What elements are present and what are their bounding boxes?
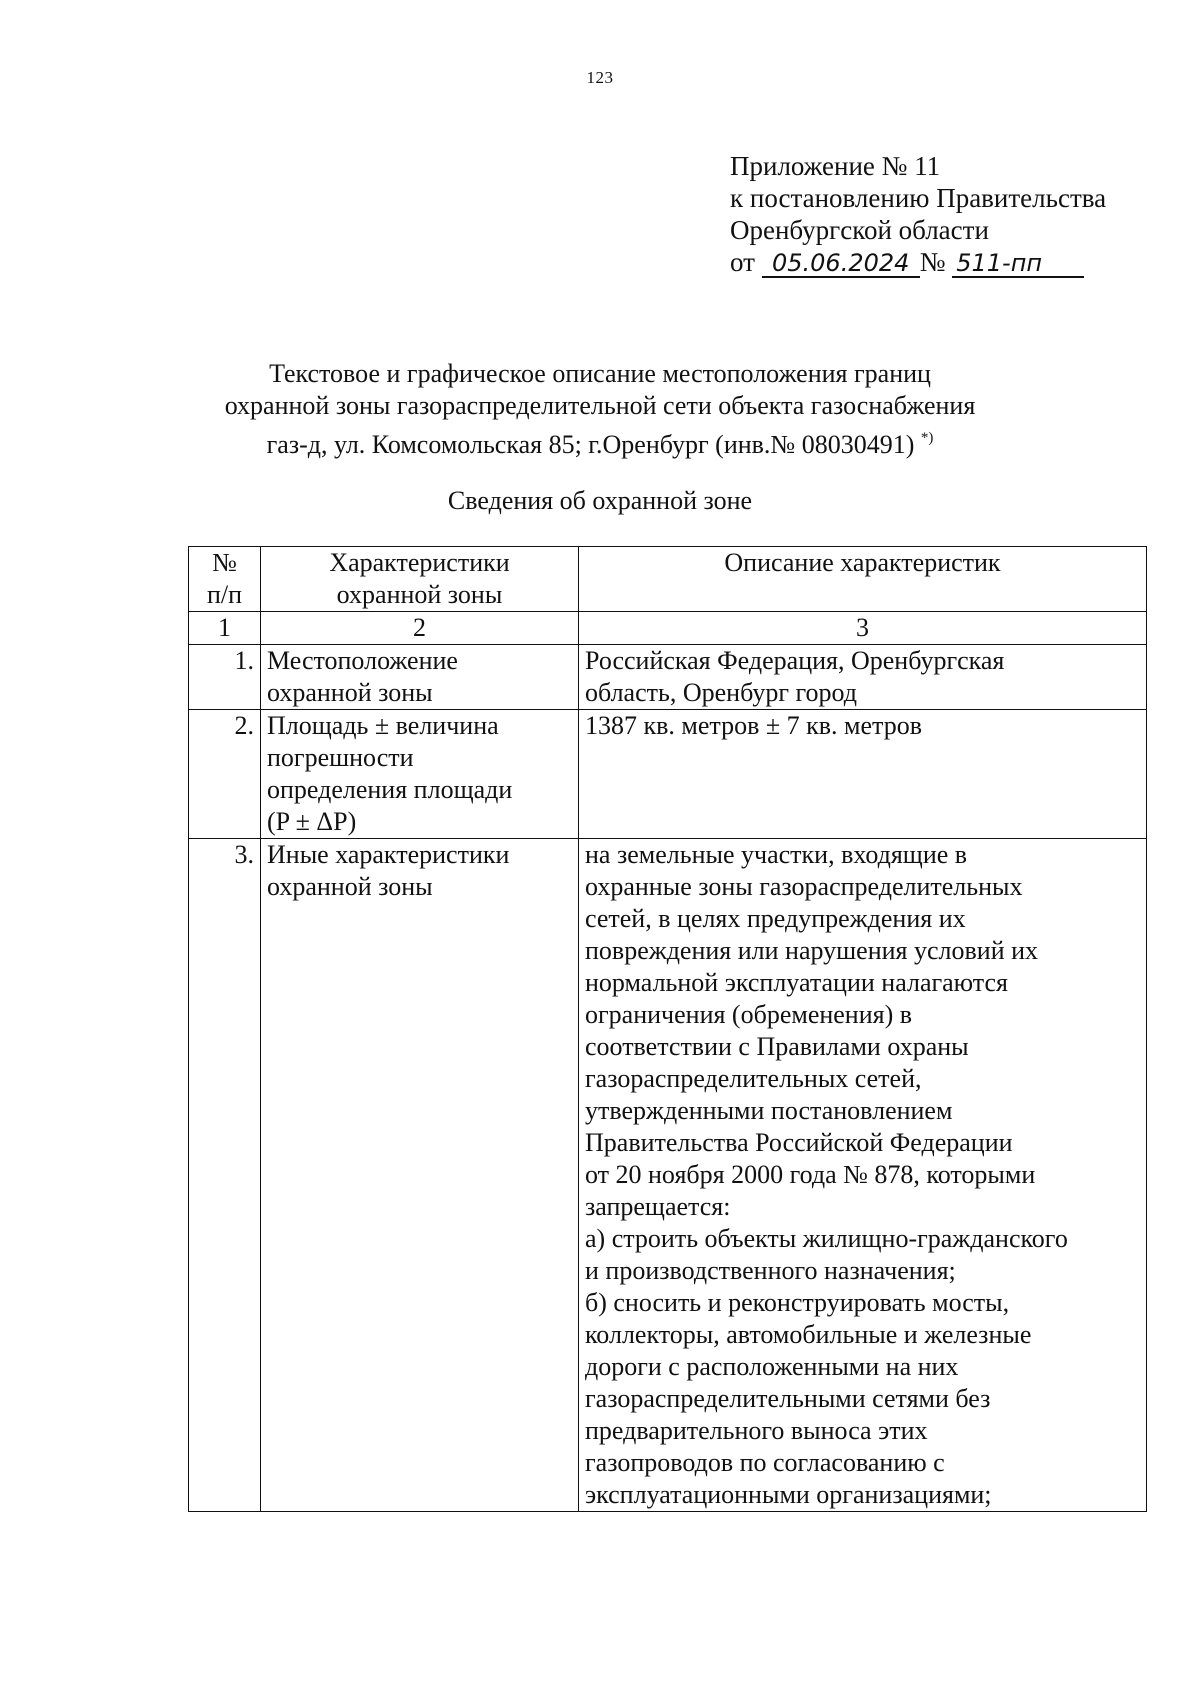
table-row — [189, 645, 1147, 710]
number-sign: № — [919, 247, 946, 277]
row-description: Российская Федерация, Оренбургская область, Оренбург город — [579, 645, 1147, 710]
table-header-row — [189, 547, 1147, 612]
handwritten-date: 05.06.2024 — [762, 250, 920, 278]
row-name: Площадь ± величина погрешности определения площади (P ± ΔP) — [261, 710, 579, 839]
document-title — [0, 358, 1200, 461]
header-characteristics: Характеристики охранной зоны — [261, 547, 579, 612]
column-number-1: 1 — [189, 612, 261, 645]
section-subtitle: Сведения об охранной зоне — [447, 486, 753, 515]
row-description: 1387 кв. метров ± 7 кв. метров — [579, 710, 1147, 839]
title-line-2: охранной зоны газораспределительной сети объекта газоснабжения — [224, 391, 976, 420]
appendix-title: Приложение № 11 — [730, 151, 941, 181]
appendix-header — [730, 150, 1106, 278]
zone-info-table — [188, 546, 1147, 1512]
column-number-3: 3 — [579, 612, 1147, 645]
column-number-row — [189, 612, 1147, 645]
title-line-1: Текстовое и графическое описание местоположения границ — [269, 359, 931, 388]
header-num: № п/п — [189, 547, 261, 612]
appendix-resolution-ref: к постановлению Правительства — [730, 183, 1107, 213]
column-number-2: 2 — [261, 612, 579, 645]
row-name: Иные характеристики охранной зоны — [261, 839, 579, 1512]
row-name: Местоположение охранной зоны — [261, 645, 579, 710]
row-description: на земельные участки, входящие в охранные зоны газораспределительных сетей, в целях предупреждения их повреждения или нарушения условий их нормальной эксплуатации налагаются ограничения (обременения) в соответствии с Правилами охраны газораспределительных сетей, утвержденными постановлением Правительства Российской Федерации от 20 ноября 2000 года № 878, которыми запрещается: а) строить объекты жилищно-гражданского и производственного назначения; б) сносить и реконструировать мосты, коллекторы, автомобильные и железные дороги с расположенными на них газораспределительными сетями без предварительного выноса этих газопроводов по согласованию с эксплуатационными организациями; — [579, 839, 1147, 1512]
appendix-region: Оренбургской области — [730, 215, 989, 245]
row-number: 1. — [189, 645, 261, 710]
table-row — [189, 839, 1147, 1512]
title-line-3 — [0, 422, 1200, 461]
title-line-3-text: газ-д, ул. Комсомольская 85; г.Оренбург (инв.№ 08030491) — [266, 430, 915, 459]
header-description: Описание характеристик — [579, 547, 1147, 612]
appendix-date-number-line — [730, 246, 1106, 278]
from-label: от — [730, 247, 755, 277]
footnote-mark: *) — [920, 430, 934, 446]
row-number: 3. — [189, 839, 261, 1512]
row-number: 2. — [189, 710, 261, 839]
page-number: 123 — [586, 68, 614, 87]
table-row — [189, 710, 1147, 839]
handwritten-number: 511-пп — [952, 250, 1084, 278]
